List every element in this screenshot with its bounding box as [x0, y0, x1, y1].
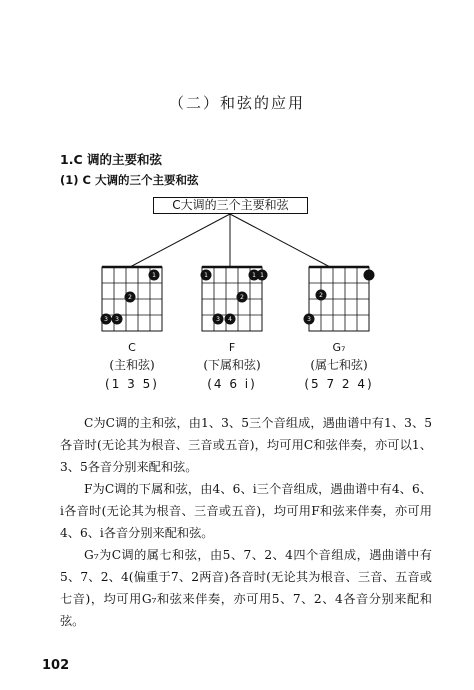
box-title: C大调的三个主要和弦: [153, 197, 308, 214]
svg-text:3: 3: [216, 316, 220, 323]
chord-role-g7: (属七和弦): [310, 358, 368, 372]
svg-text:3: 3: [104, 316, 108, 323]
svg-text:3: 3: [307, 316, 311, 323]
finger-dot: [364, 270, 375, 281]
paragraph-c: C为C调的主和弦，由1、3、5三个音组成，遇曲谱中有1、3、5各音时(无论其为根音、三音或五音)，均可用C和弦伴奏，亦可以1、3、5各音分别来配和弦。: [60, 416, 432, 474]
svg-text:3: 3: [115, 316, 119, 323]
body-text: [60, 412, 432, 632]
section-title: （二）和弦的应用: [168, 94, 305, 112]
chord-notes-g7: (5 7 2 4): [304, 377, 374, 391]
subheading: (1) C 大调的三个主要和弦: [60, 173, 199, 187]
svg-text:2: 2: [319, 292, 323, 299]
page-number: 102: [42, 658, 70, 673]
heading: 1.C 调的主要和弦: [60, 152, 162, 167]
svg-text:1: 1: [152, 272, 156, 279]
chord-notes-f: (4 6 i): [207, 377, 257, 391]
chord-name-g7: G₇: [332, 341, 346, 354]
chord-notes-c: (1 3 5): [105, 377, 159, 391]
paragraph-f: F为C调的下属和弦，由4、6、i三个音组成，遇曲谱中有4、6、i各音时(无论其为根音、三音或五音)，均可用F和弦来伴奏，亦可用4、6、i各音分别来配和弦。: [60, 482, 432, 540]
chord-role-f: (下属和弦): [203, 358, 261, 372]
chord-name-f: F: [228, 341, 236, 354]
paragraph-g7: G₇为C调的属七和弦，由5、7、2、4四个音组成，遇曲谱中有5、7、2、4(偏重于7、2两音)各音时(无论其为根音、三音、五音或七音)，均可用G₇和弦来伴奏，亦可用5、7、2、4各音分别来配和弦。: [60, 548, 432, 628]
chord-name-c: C: [128, 341, 136, 354]
svg-text:1: 1: [204, 272, 208, 279]
chord-grid-c: [101, 267, 163, 331]
svg-text:2: 2: [128, 294, 132, 301]
chord-grid-f: [201, 267, 268, 331]
svg-text:1: 1: [260, 272, 264, 279]
chord-grid-g7: [304, 267, 375, 331]
chord-role-c: (主和弦): [109, 358, 155, 372]
svg-text:4: 4: [228, 316, 232, 323]
svg-text:2: 2: [240, 294, 244, 301]
svg-text:1: 1: [252, 272, 256, 279]
connector-lines: [130, 214, 330, 267]
